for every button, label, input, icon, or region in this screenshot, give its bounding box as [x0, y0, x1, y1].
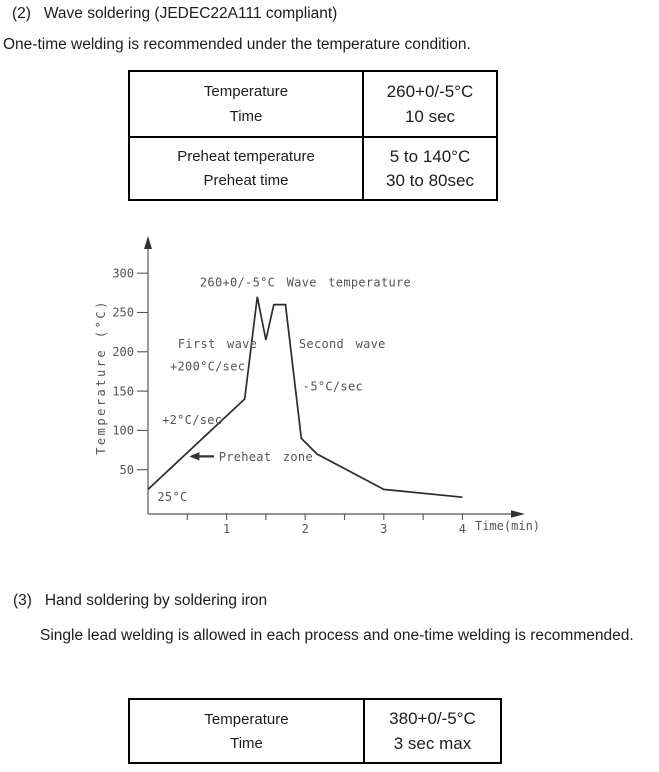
y-tick-label: 200 [112, 345, 134, 359]
x-tick-label: 2 [301, 522, 309, 536]
x-tick-label: 3 [380, 522, 388, 536]
y-tick-label: 150 [112, 384, 134, 399]
table-label: Preheat time [203, 172, 289, 190]
table-label: Time [229, 108, 263, 126]
chart-annotation: +200°C/sec [170, 359, 246, 374]
hand-soldering-table [128, 698, 502, 764]
table-label: Temperature [203, 83, 289, 101]
x-tick-label: 1 [222, 522, 231, 536]
y-tick-label: 50 [119, 462, 134, 477]
table-label: Time [230, 735, 263, 753]
y-tick-label: 250 [112, 305, 134, 320]
preheat-zone-arrow-icon [189, 452, 199, 460]
section-2-note: One-time welding is recommended under the temperature condition. [3, 36, 471, 53]
hand-table-values [363, 700, 500, 762]
table-value: 10 sec [404, 106, 456, 126]
section-3-heading: (3) Hand soldering by soldering iron [13, 592, 268, 609]
y-axis-title: Temperature (°C) [94, 299, 108, 455]
wave-table-values-group2 [362, 136, 496, 200]
table-value: 380+0/-5°C [389, 709, 476, 729]
x-tick-label: 4 [458, 522, 467, 536]
section-2-heading: (2) Wave soldering (JEDEC22A111 compliant) [12, 5, 338, 22]
chart-annotation: 25°C [157, 490, 188, 505]
temperature-profile-line [148, 297, 462, 497]
hand-table-labels [130, 700, 363, 762]
wave-profile-chart [85, 232, 555, 547]
chart-annotation: Second wave [298, 336, 386, 351]
chart-annotation: 260+0/-5°C Wave temperature [199, 275, 412, 290]
table-value: 5 to 140°C [389, 146, 471, 166]
chart-annotation: First wave [177, 336, 258, 351]
chart-annotation: +2°C/sec [162, 413, 223, 428]
table-value: 3 sec max [393, 733, 472, 753]
x-axis-arrowhead [511, 510, 525, 518]
y-tick-label: 300 [112, 266, 134, 281]
chart-annotation: Preheat zone [218, 450, 313, 465]
x-axis-title: Time(min) [475, 519, 541, 533]
section-3-note: Single lead welding is allowed in each process and one-time welding is recommended. [40, 627, 634, 644]
wave-table-labels-group2 [130, 136, 362, 200]
wave-table-labels-group1 [130, 72, 362, 136]
table-label: Preheat temperature [177, 148, 315, 166]
table-value: 30 to 80sec [386, 170, 474, 190]
table-label: Temperature [204, 710, 289, 728]
wave-table-values-group1 [362, 72, 496, 136]
table-value: 260+0/-5°C [386, 81, 474, 101]
y-axis-arrowhead [144, 236, 152, 249]
wave-soldering-table [128, 70, 498, 201]
chart-annotation: -5°C/sec [302, 379, 364, 394]
y-tick-label: 100 [112, 423, 134, 438]
